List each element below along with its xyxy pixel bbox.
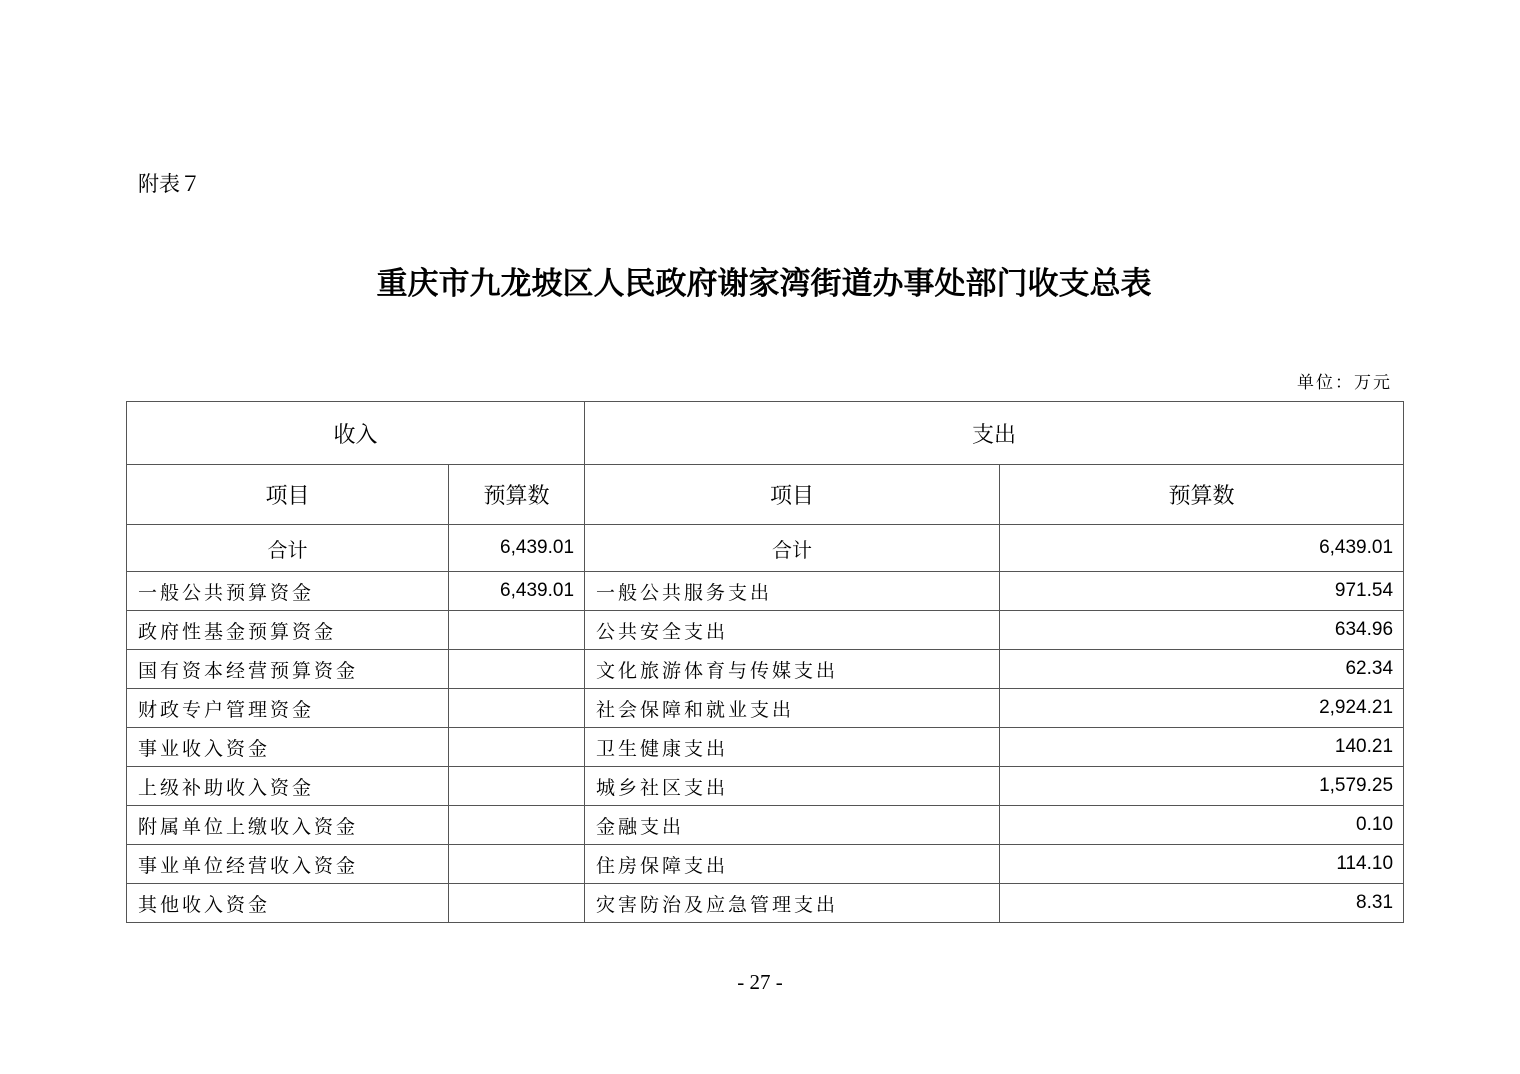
table-row: [127, 728, 1404, 767]
table-row: [127, 884, 1404, 923]
expense-value-cell: 1,579.25: [1000, 767, 1404, 806]
income-value-cell: [449, 767, 585, 806]
page-title: 重庆市九龙坡区人民政府谢家湾街道办事处部门收支总表: [376, 266, 1152, 302]
income-item-cell: 事业收入资金: [127, 728, 449, 767]
page-number: - 27 -: [737, 970, 783, 994]
expense-item-cell: 住房保障支出: [585, 845, 1000, 884]
expense-item-cell: 社会保障和就业支出: [585, 689, 1000, 728]
expense-header: 支出: [585, 402, 1404, 465]
table-row: [127, 845, 1404, 884]
expense-value-cell: 971.54: [1000, 572, 1404, 611]
expense-item-cell: 文化旅游体育与传媒支出: [585, 650, 1000, 689]
income-value-cell: [449, 689, 585, 728]
income-item-cell: 上级补助收入资金: [127, 767, 449, 806]
expense-total-value: 6,439.01: [1000, 525, 1404, 572]
income-item-cell: 国有资本经营预算资金: [127, 650, 449, 689]
income-value-cell: [449, 728, 585, 767]
income-total-label: 合计: [127, 525, 449, 572]
income-item-cell: 政府性基金预算资金: [127, 611, 449, 650]
expense-value-cell: 62.34: [1000, 650, 1404, 689]
expense-item-cell: 卫生健康支出: [585, 728, 1000, 767]
income-value-cell: [449, 611, 585, 650]
income-item-cell: 附属单位上缴收入资金: [127, 806, 449, 845]
expense-item-header: 项目: [585, 465, 1000, 525]
expense-value-cell: 0.10: [1000, 806, 1404, 845]
income-item-cell: 事业单位经营收入资金: [127, 845, 449, 884]
income-header: 收入: [127, 402, 585, 465]
income-budget-header: 预算数: [449, 465, 585, 525]
expense-value-cell: 114.10: [1000, 845, 1404, 884]
expense-total-label: 合计: [585, 525, 1000, 572]
income-item-cell: 其他收入资金: [127, 884, 449, 923]
table-row: [127, 572, 1404, 611]
expense-value-cell: 8.31: [1000, 884, 1404, 923]
expense-item-cell: 城乡社区支出: [585, 767, 1000, 806]
expense-item-cell: 公共安全支出: [585, 611, 1000, 650]
income-value-cell: [449, 650, 585, 689]
income-item-header: 项目: [127, 465, 449, 525]
income-item-cell: 一般公共预算资金: [127, 572, 449, 611]
income-value-cell: [449, 845, 585, 884]
expense-item-cell: 金融支出: [585, 806, 1000, 845]
income-item-cell: 财政专户管理资金: [127, 689, 449, 728]
table-row: [127, 806, 1404, 845]
income-value-cell: [449, 884, 585, 923]
expense-budget-header: 预算数: [1000, 465, 1404, 525]
unit-label: 单位：万元: [1297, 373, 1392, 393]
group-header-row: [127, 402, 1404, 465]
income-value-cell: [449, 806, 585, 845]
column-header-row: [127, 465, 1404, 525]
attachment-label: 附表７: [138, 172, 201, 196]
table-row: [127, 767, 1404, 806]
budget-table: [126, 401, 1404, 923]
table-row: [127, 689, 1404, 728]
total-row: [127, 525, 1404, 572]
expense-value-cell: 634.96: [1000, 611, 1404, 650]
expense-item-cell: 一般公共服务支出: [585, 572, 1000, 611]
expense-item-cell: 灾害防治及应急管理支出: [585, 884, 1000, 923]
expense-value-cell: 140.21: [1000, 728, 1404, 767]
table-row: [127, 611, 1404, 650]
income-value-cell: 6,439.01: [449, 572, 585, 611]
expense-value-cell: 2,924.21: [1000, 689, 1404, 728]
table-row: [127, 650, 1404, 689]
income-total-value: 6,439.01: [449, 525, 585, 572]
